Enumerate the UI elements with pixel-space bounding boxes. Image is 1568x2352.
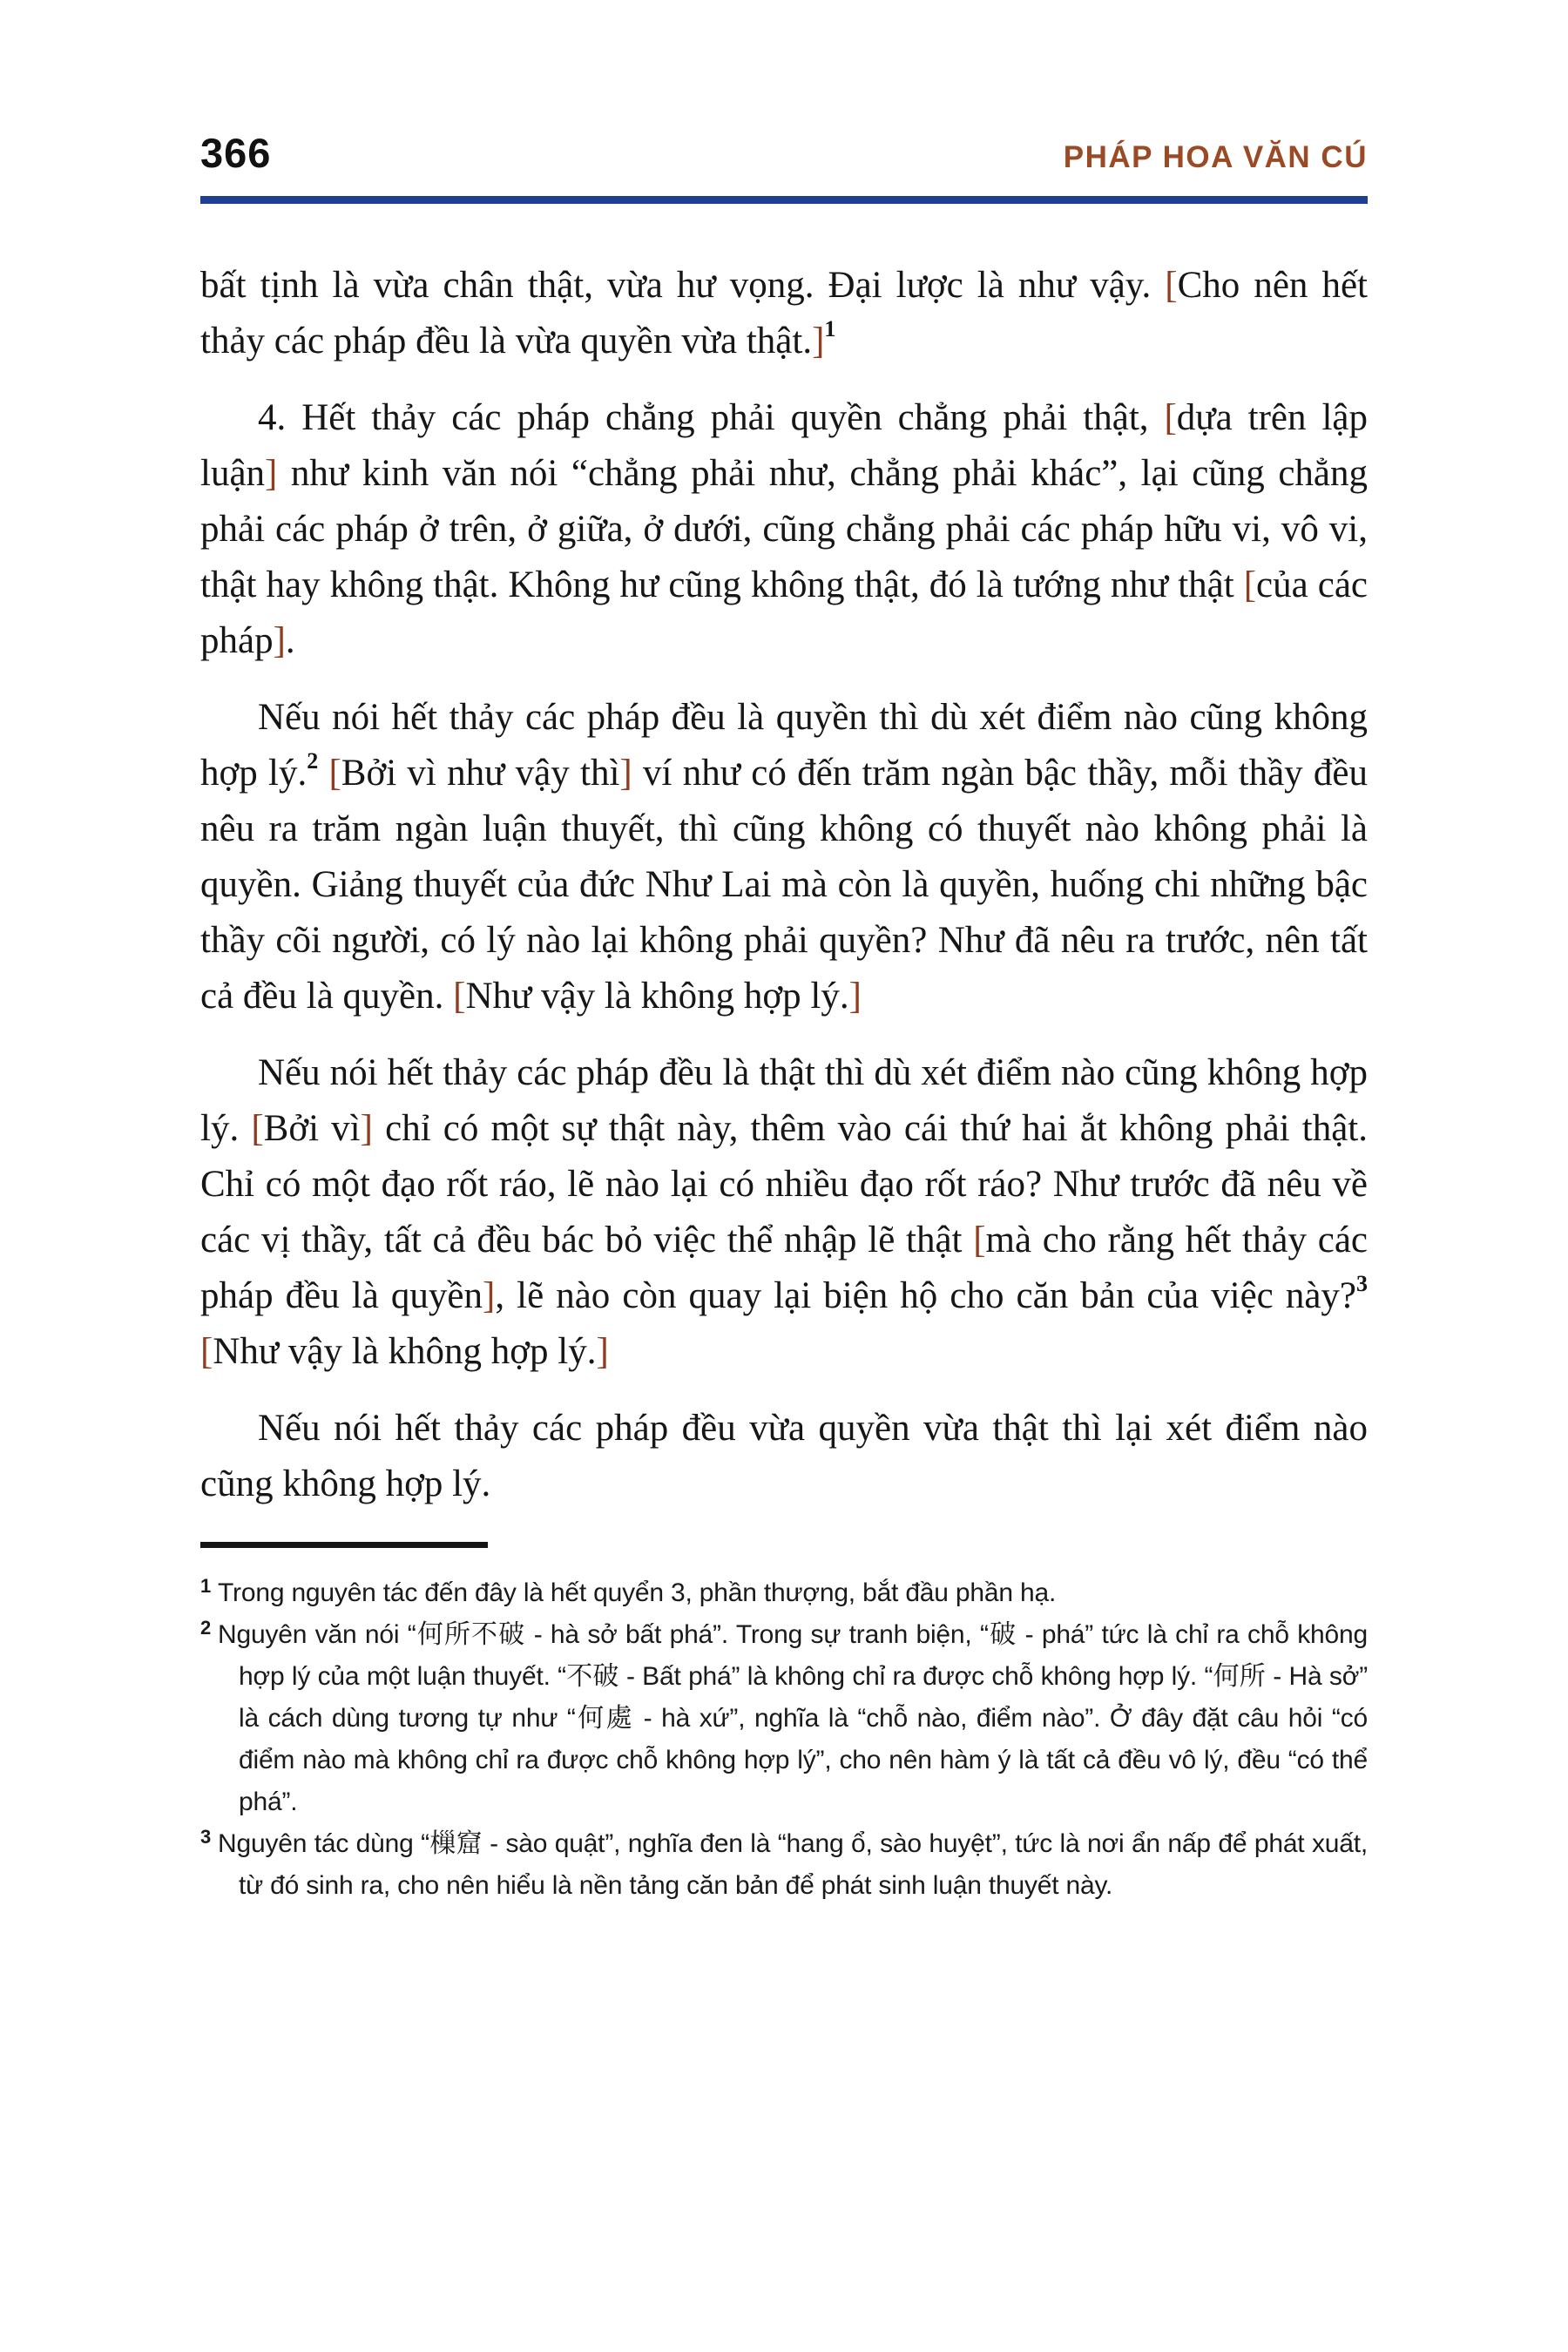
text-run: Bởi vì [263,1108,361,1149]
page-number: 366 [200,130,272,176]
footnote [200,1572,1368,1614]
editorial-bracket: [ [1165,265,1178,306]
footnote-reference: 3 [1356,1270,1368,1296]
text-run: Nếu nói hết thảy các pháp đều là thật thì dù xét điểm nào cũng không hợp lý. [200,1052,1368,1149]
footnote-marker: 1 [200,1575,212,1597]
text-run: 4. Hết thảy các pháp chẳng phải quyền chẳng phải thật, [258,397,1165,438]
footnote-text: Trong nguyên tác đến đây là hết quyển 3, phần thượng, bắt đầu phần hạ. [218,1578,1057,1607]
editorial-bracket: ] [265,453,278,494]
editorial-bracket: [ [1164,397,1177,438]
text-run: . [285,620,295,661]
editorial-bracket: [ [200,1331,213,1372]
footnote-marker: 2 [200,1617,212,1639]
editorial-bracket: [ [328,753,341,794]
text-run: chỉ có một sự thật này, thêm vào cái thứ hai ắt không phải thật. Chỉ có một đạo rốt ráo, lẽ nào lại có nhiều đạo rốt ráo? Như trước đã nêu về các vị thầy, tất cả đều bác bỏ việc thể nhập lẽ thật [200,1108,1368,1260]
editorial-bracket: [ [973,1220,986,1260]
text-run: Nếu nói hết thảy các pháp đều vừa quyền vừa thật thì lại xét điểm nào cũng không hợp lý. [200,1408,1368,1504]
text-run: dựa trên lập luận [200,397,1368,494]
text-run: , lẽ nào còn quay lại biện hộ cho căn bản của việc này? [495,1275,1356,1316]
editorial-bracket: [ [1243,564,1257,605]
text-run: Như vậy là không hợp lý. [213,1331,597,1372]
page-header [200,129,1368,177]
text-run: bất tịnh là vừa chân thật, vừa hư vọng. Đại lược là như vậy. [200,265,1166,306]
footnotes [200,1572,1368,1907]
editorial-bracket: ] [273,620,286,661]
editorial-bracket: ] [360,1108,373,1149]
text-run: như kinh văn nói “chẳng phải như, chẳng phải khác”, lại cũng chẳng phải các pháp ở trên, ở giữa, ở dưới, cũng chẳng phải các pháp hữu vi, vô vi, thật hay không thật. Không hư cũng không thật, đó là tướng như thật [200,453,1368,605]
text-run [318,753,328,794]
text-run: của các pháp [200,564,1368,661]
editorial-bracket: ] [812,321,825,362]
text-run: ví như có đến trăm ngàn bậc thầy, mỗi thầy đều nêu ra trăm ngàn luận thuyết, thì cũng không có thuyết nào không phải là quyền. Giảng thuyết của đức Như Lai mà còn là quyền, huống chi những bậc thầy cõi người, có lý nào lại không phải quyền? Như đã nêu ra trước, nên tất cả đều là quyền. [200,753,1369,1017]
text-run: Bởi vì như vậy thì [341,753,620,794]
editorial-bracket: [ [453,976,466,1017]
editorial-bracket: [ [251,1108,264,1149]
text-run: Cho nên hết thảy các pháp đều là vừa quyền vừa thật. [200,265,1368,362]
paragraph [200,1401,1368,1512]
text-run: mà cho rằng hết thảy các pháp đều là quyền [200,1220,1368,1316]
paragraph [200,390,1368,669]
editorial-bracket: ] [482,1275,496,1316]
editorial-bracket: ] [619,753,632,794]
paragraph [200,690,1368,1024]
text-run: Nếu nói hết thảy các pháp đều là quyền thì dù xét điểm nào cũng không hợp lý. [200,697,1368,794]
footnote-marker: 3 [200,1826,212,1848]
footnote [200,1823,1368,1907]
footnote-text: Nguyên tác dùng “樔窟 - sào quật”, nghĩa đen là “hang ổ, sào huyệt”, tức là nơi ẩn nấp để phát xuất, từ đó sinh ra, cho nên hiểu là nền tảng căn bản để phát sinh luận thuyết này. [218,1829,1368,1900]
footnote-reference: 2 [307,747,319,774]
page-title: PHÁP HOA VĂN CÚ [1063,140,1368,174]
paragraph [200,1045,1368,1380]
footnote-reference: 1 [824,315,836,341]
editorial-bracket: ] [848,976,862,1017]
editorial-bracket: ] [596,1331,609,1372]
text-run: Như vậy là không hợp lý. [465,976,849,1017]
header-rule [200,196,1368,204]
footnote-text: Nguyên văn nói “何所不破 - hà sở bất phá”. Trong sự tranh biện, “破 - phá” tức là chỉ ra chỗ không hợp lý của một luận thuyết. “不破 - Bất phá” là không chỉ ra được chỗ không hợp lý. “何所 - Hà sở” là cách dùng tương tự như “何處 - hà xứ”, nghĩa là “chỗ nào, điểm nào”. Ở đây đặt câu hỏi “có điểm nào mà không chỉ ra được chỗ không hợp lý”, cho nên hàm ý là tất cả đều vô lý, đều “có thể phá”. [218,1620,1368,1816]
body-text [200,258,1368,1512]
footnote [200,1614,1368,1823]
paragraph [200,258,1368,369]
footnote-separator [200,1542,488,1548]
